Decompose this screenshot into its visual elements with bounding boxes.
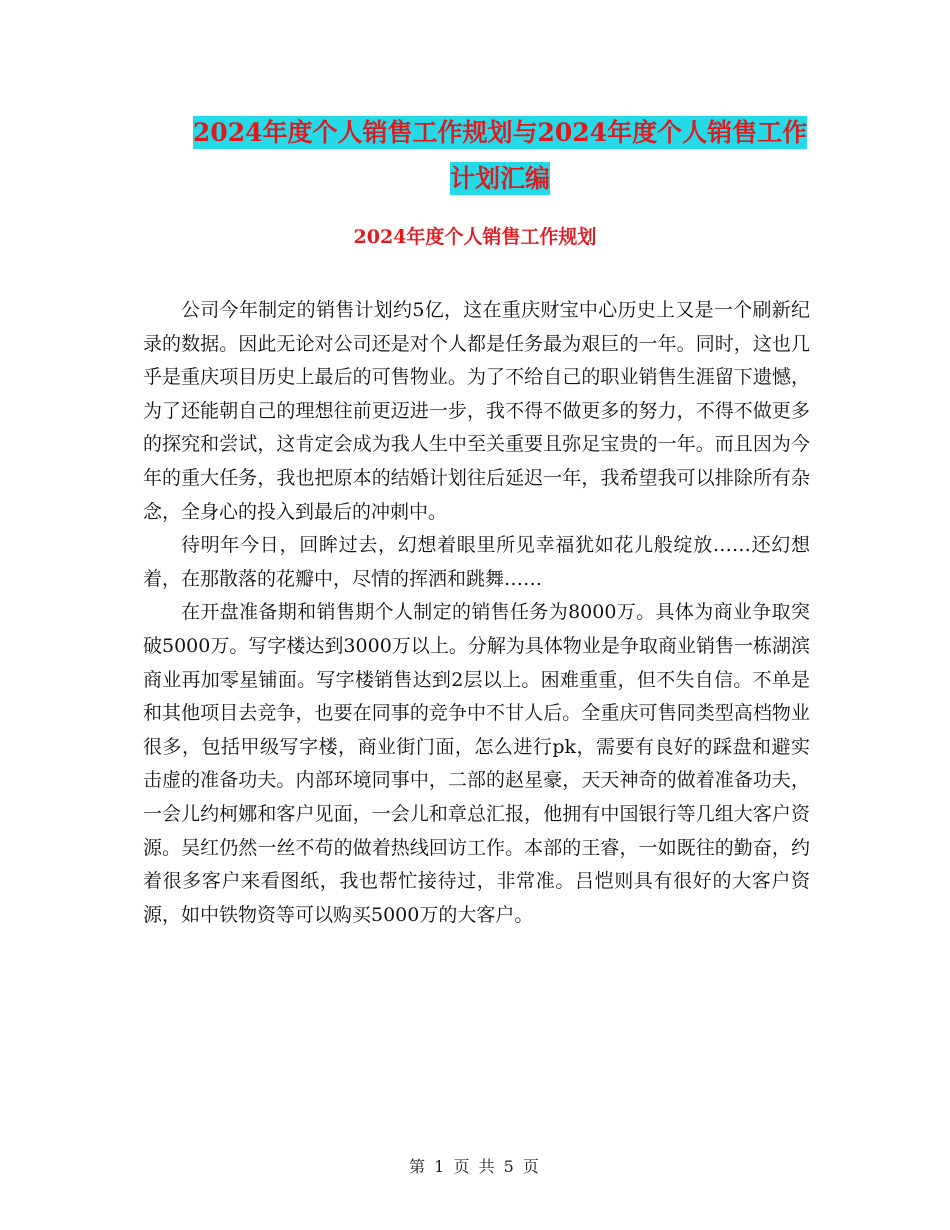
document-body [143, 294, 810, 932]
document-title [150, 110, 850, 202]
document-title-line1: 2024年度个人销售工作规划与2024年度个人销售工作 [192, 118, 808, 147]
paragraph-1: 公司今年制定的销售计划约5亿，这在重庆财宝中心历史上又是一个刷新纪录的数据。因此无论对公司还是对个人都是任务最为艰巨的一年。同时，这也几乎是重庆项目历史上最后的可售物业。为了不给自己的职业销售生涯留下遗憾，为了还能朝自己的理想往前更迈进一步，我不得不做更多的努力，不得不做更多的探究和尝试，这肯定会成为我人生中至关重要且弥足宝贵的一年。而且因为今年的重大任务，我也把原本的结婚计划往后延迟一年，我希望我可以排除所有杂念，全身心的投入到最后的冲刺中。 [143, 299, 810, 523]
paragraph-3: 在开盘准备期和销售期个人制定的销售任务为8000万。具体为商业争取突破5000万。写字楼达到3000万以上。分解为具体物业是争取商业销售一栋湖滨商业再加零星铺面。写字楼销售达到2层以上。困难重重，但不失自信。不单是和其他项目去竞争，也要在同事的竞争中不甘人后。全重庆可售同类型高档物业很多，包括甲级写字楼，商业街门面，怎么进行pk，需要有良好的踩盘和避实击虚的准备功夫。内部环境同事中，二部的赵星豪，天天神奇的做着准备功夫，一会儿约柯娜和客户见面，一会儿和章总汇报，他拥有中国银行等几组大客户资源。吴红仍然一丝不苟的做着热线回访工作。本部的王睿，一如既往的勤奋，约着很多客户来看图纸，我也帮忙接待过，非常准。吕恺则具有很好的大客户资源，如中铁物资等可以购买5000万的大客户。 [143, 601, 810, 926]
section-heading: 2024年度个人销售工作规划 [353, 226, 597, 248]
document-title-line2: 计划汇编 [449, 164, 550, 193]
page-footer: 第 1 页 共 5 页 [409, 1157, 541, 1176]
paragraph-2: 待明年今日，回眸过去，幻想着眼里所见幸福犹如花儿般绽放……还幻想着，在那散落的花瓣中，尽情的挥洒和跳舞…… [143, 534, 810, 590]
